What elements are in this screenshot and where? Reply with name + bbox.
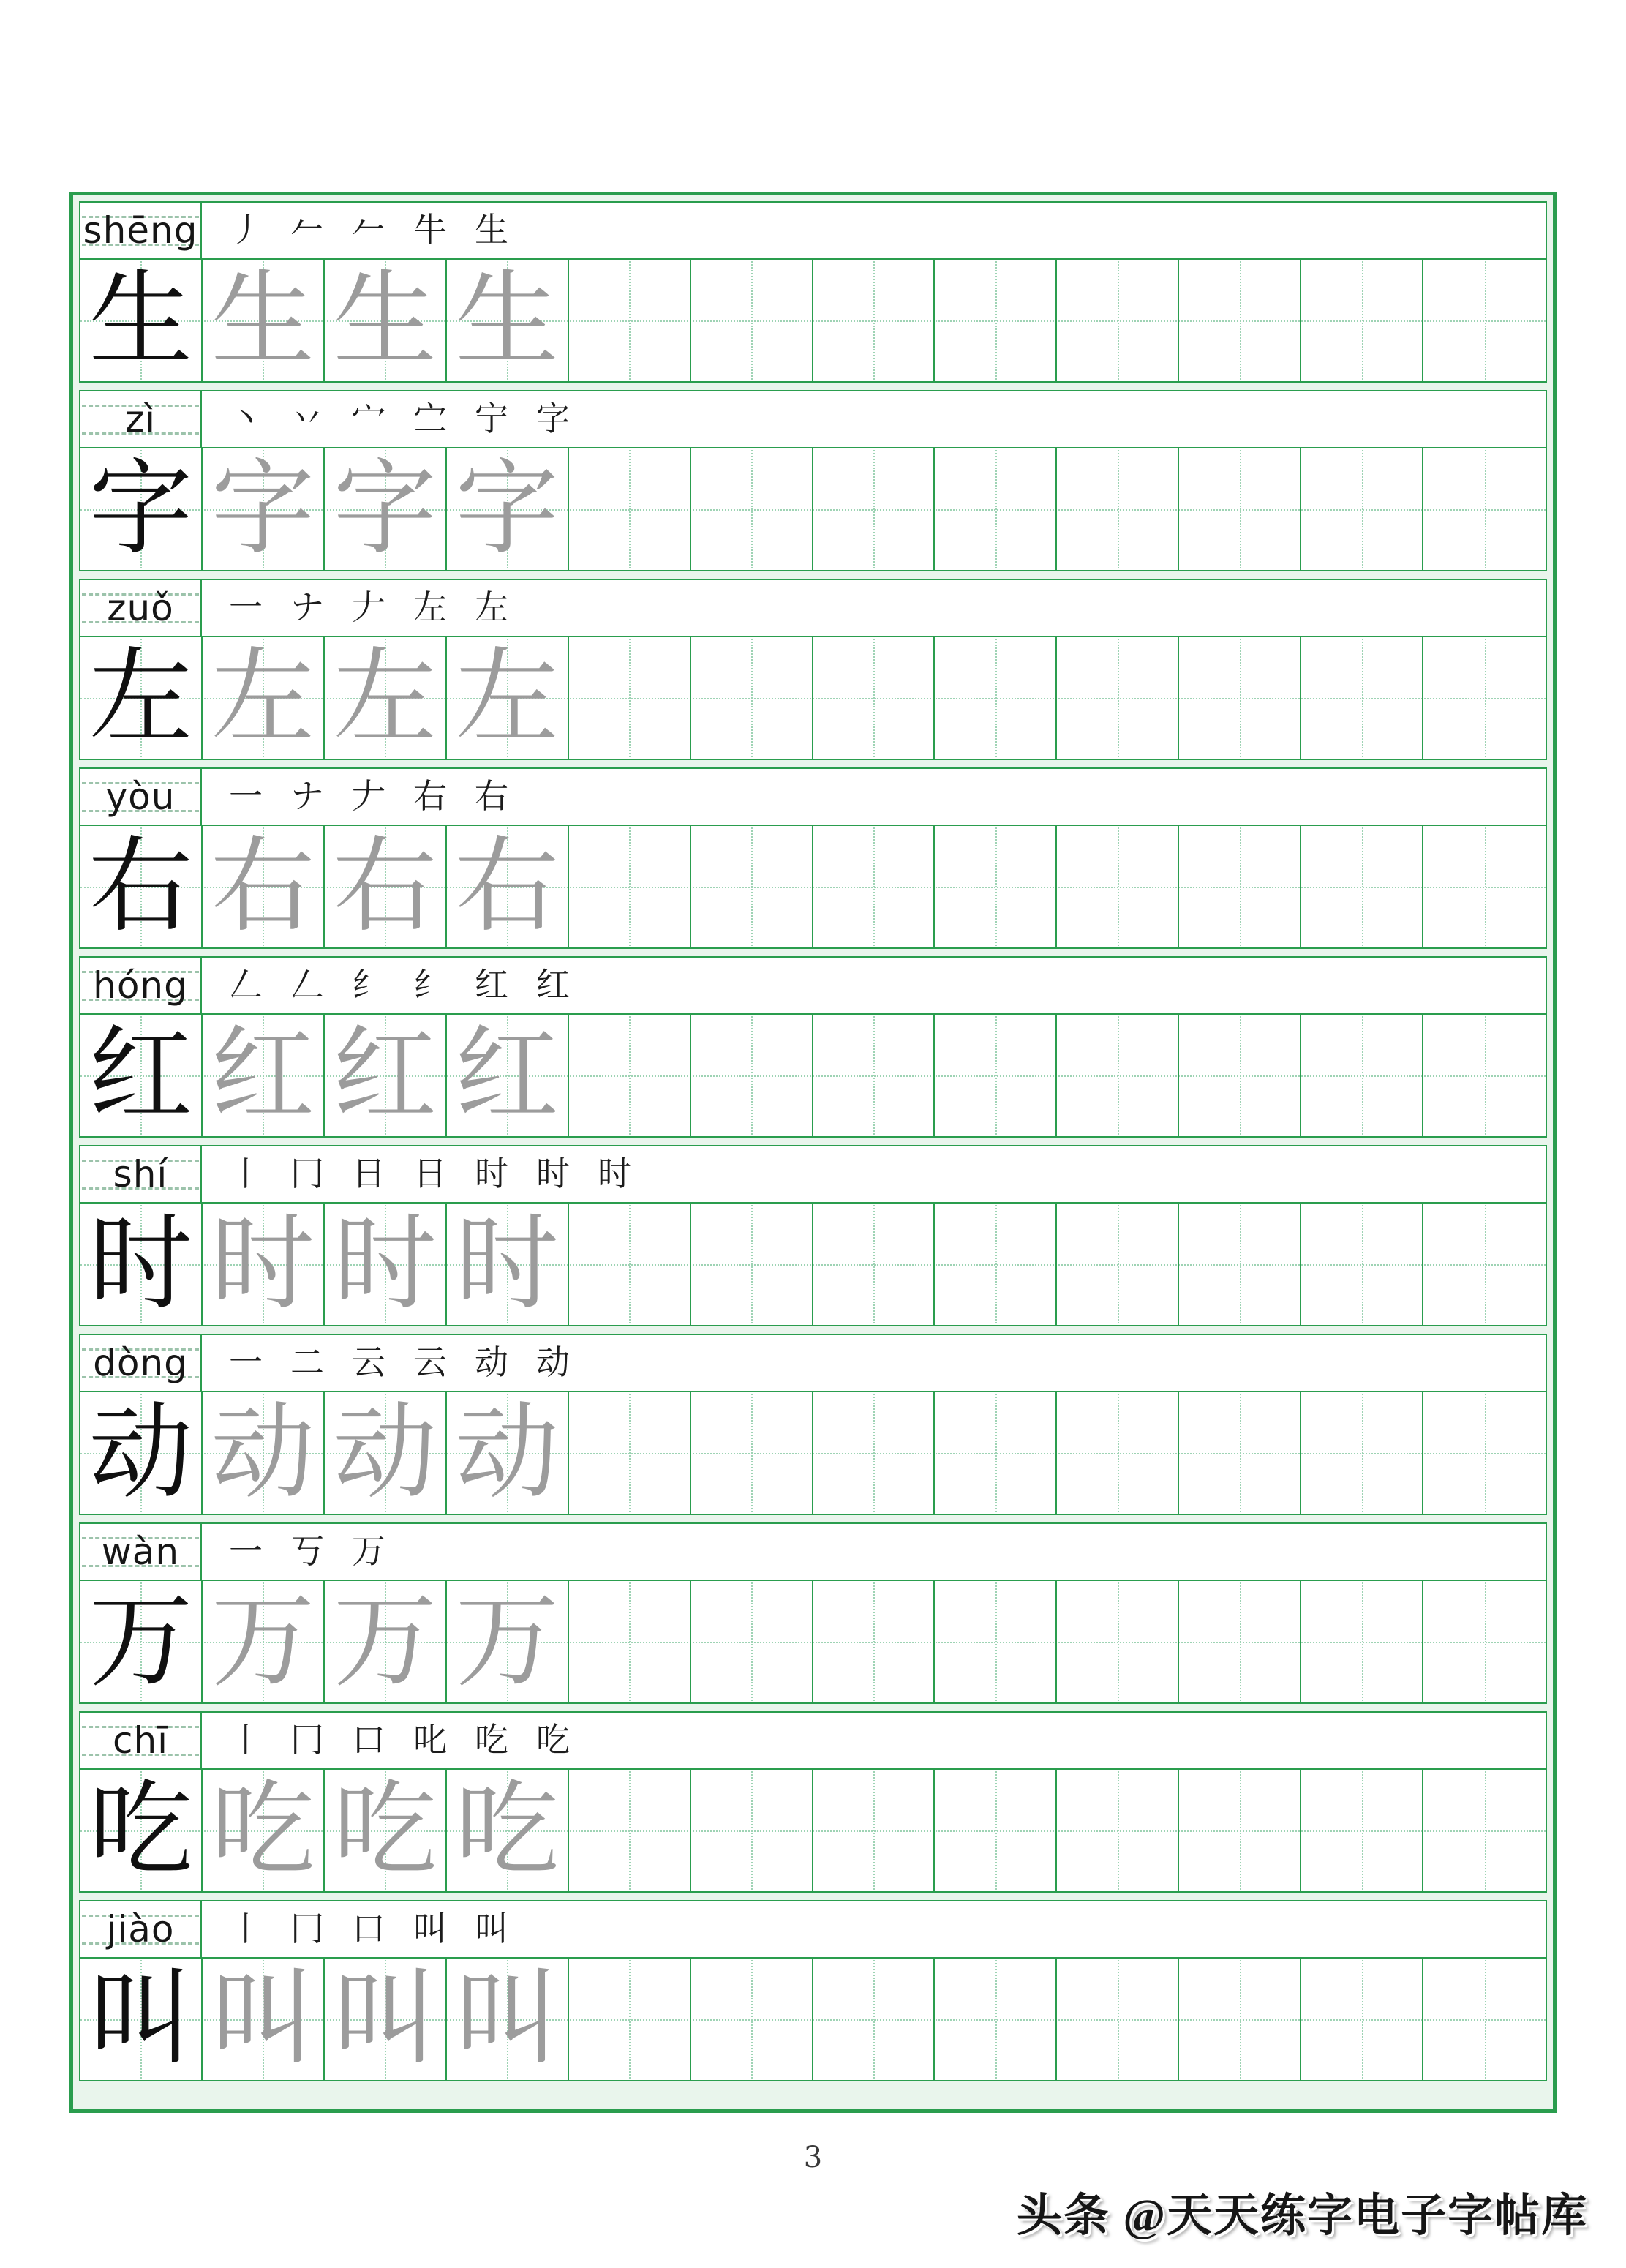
empty-practice-cell (1179, 1204, 1301, 1325)
stroke-order-step: 丂 (290, 1533, 324, 1570)
empty-practice-cell (691, 1581, 813, 1702)
empty-practice-cell (1057, 1392, 1179, 1514)
stroke-order-step: 动 (536, 1344, 570, 1381)
stroke-order-step: 一 (229, 589, 263, 626)
empty-practice-cell (1179, 448, 1301, 570)
trace-character: 字 (333, 451, 437, 567)
empty-practice-cell (569, 826, 691, 947)
trace-character: 时 (211, 1206, 315, 1322)
empty-practice-cell (569, 637, 691, 759)
empty-practice-cell (569, 260, 691, 381)
empty-practice-cell (1179, 637, 1301, 759)
character-row (79, 579, 1547, 760)
stroke-order-step: 𠂇 (352, 778, 385, 815)
stroke-order-step: 时 (536, 1155, 570, 1193)
empty-practice-cell (1423, 826, 1546, 947)
empty-practice-cell (1423, 260, 1546, 381)
trace-character: 生 (211, 263, 315, 378)
pinyin-cell (80, 1713, 202, 1768)
model-character: 右 (89, 829, 193, 945)
stroke-order-step: ナ (290, 778, 324, 815)
model-character: 动 (89, 1395, 193, 1511)
stroke-order-step: 时 (598, 1155, 631, 1193)
pinyin-cell (80, 203, 202, 258)
stroke-order-step: 𠃋 (290, 966, 324, 1004)
model-character: 红 (89, 1018, 193, 1133)
row-top-band (80, 769, 1546, 826)
empty-practice-cell (1301, 1392, 1423, 1514)
empty-practice-cell (1179, 826, 1301, 947)
model-character-cell (80, 260, 203, 381)
stroke-order-step: 口 (352, 1721, 385, 1759)
empty-practice-cell (935, 1204, 1057, 1325)
model-character: 叫 (89, 1961, 193, 2077)
row-top-band (80, 958, 1546, 1015)
empty-practice-cell (935, 260, 1057, 381)
model-character-cell (80, 1581, 203, 1702)
stroke-order-step: 宁 (475, 400, 508, 438)
pinyin-label: shí (113, 1153, 168, 1195)
pinyin-cell (80, 1524, 202, 1580)
row-top-band (80, 1524, 1546, 1581)
stroke-order-step: 吃 (475, 1721, 508, 1759)
trace-character-cell (203, 260, 325, 381)
character-row (79, 956, 1547, 1138)
trace-character-cell (325, 1581, 447, 1702)
trace-character-cell (203, 637, 325, 759)
empty-practice-cell (813, 1770, 936, 1891)
trace-character: 红 (211, 1018, 315, 1133)
trace-character: 万 (211, 1584, 315, 1700)
pinyin-label: dòng (93, 1342, 188, 1384)
trace-character: 生 (333, 263, 437, 378)
trace-character: 动 (455, 1395, 560, 1511)
model-character: 生 (89, 263, 193, 378)
character-cells-row (80, 260, 1546, 381)
stroke-order-step: 宀 (352, 400, 385, 438)
stroke-order-step: 一 (229, 1533, 263, 1570)
empty-practice-cell (813, 1015, 936, 1136)
pinyin-cell (80, 958, 202, 1013)
trace-character: 时 (455, 1206, 560, 1322)
stroke-order-step: 红 (536, 966, 570, 1004)
model-character-cell (80, 448, 203, 570)
stroke-order-step: 右 (475, 778, 508, 815)
pinyin-label: zì (124, 398, 157, 440)
trace-character-cell (447, 1581, 569, 1702)
stroke-order-step: 丶 (229, 400, 263, 438)
stroke-order-strip (202, 1335, 1546, 1391)
pinyin-label: hóng (93, 964, 188, 1007)
pinyin-label: yòu (105, 776, 176, 818)
trace-character-cell (325, 1015, 447, 1136)
model-character-cell (80, 1392, 203, 1514)
trace-character-cell (325, 826, 447, 947)
trace-character: 红 (333, 1018, 437, 1133)
trace-character-cell (203, 1959, 325, 2080)
empty-practice-cell (1301, 260, 1423, 381)
trace-character: 吃 (211, 1773, 315, 1888)
character-row (79, 1334, 1547, 1515)
trace-character: 左 (333, 640, 437, 756)
trace-character: 吃 (455, 1773, 560, 1888)
stroke-order-strip (202, 769, 1546, 825)
row-top-band (80, 1713, 1546, 1770)
empty-practice-cell (1301, 1959, 1423, 2080)
empty-practice-cell (569, 1581, 691, 1702)
trace-character-cell (203, 1392, 325, 1514)
empty-practice-cell (1423, 1959, 1546, 2080)
trace-character: 红 (455, 1018, 560, 1133)
character-row (79, 390, 1547, 571)
trace-character: 叫 (333, 1961, 437, 2077)
empty-practice-cell (569, 1015, 691, 1136)
trace-character-cell (325, 637, 447, 759)
empty-practice-cell (813, 1204, 936, 1325)
pinyin-cell (80, 391, 202, 447)
empty-practice-cell (569, 448, 691, 570)
character-row (79, 1900, 1547, 2081)
stroke-order-step: 冂 (290, 1910, 324, 1948)
stroke-order-step: 叱 (413, 1721, 447, 1759)
stroke-order-step: 𠂇 (352, 589, 385, 626)
trace-character: 右 (211, 829, 315, 945)
empty-practice-cell (691, 1015, 813, 1136)
character-cells-row (80, 1015, 1546, 1136)
empty-practice-cell (1179, 1015, 1301, 1136)
empty-practice-cell (935, 637, 1057, 759)
empty-practice-cell (813, 826, 936, 947)
trace-character-cell (447, 260, 569, 381)
empty-practice-cell (935, 1392, 1057, 1514)
pinyin-cell (80, 1146, 202, 1202)
character-cells-row (80, 1204, 1546, 1325)
pinyin-label: shēng (83, 209, 198, 252)
pinyin-cell (80, 1901, 202, 1957)
page-number: 3 (803, 2141, 823, 2174)
trace-character: 叫 (455, 1961, 560, 2077)
row-top-band (80, 391, 1546, 448)
row-top-band (80, 1335, 1546, 1392)
row-top-band (80, 1146, 1546, 1204)
empty-practice-cell (691, 1770, 813, 1891)
empty-practice-cell (813, 1959, 936, 2080)
model-character: 万 (89, 1584, 193, 1700)
stroke-order-step: ナ (290, 589, 324, 626)
stroke-order-step: 叫 (475, 1910, 508, 1948)
pinyin-cell (80, 769, 202, 825)
trace-character-cell (325, 1770, 447, 1891)
empty-practice-cell (813, 1392, 936, 1514)
empty-practice-cell (935, 826, 1057, 947)
trace-character: 右 (455, 829, 560, 945)
stroke-order-step: 一 (229, 1344, 263, 1381)
stroke-order-step: 叫 (413, 1910, 447, 1948)
stroke-order-step: 吃 (536, 1721, 570, 1759)
character-cells-row (80, 448, 1546, 570)
empty-practice-cell (691, 448, 813, 570)
empty-practice-cell (1179, 260, 1301, 381)
empty-practice-cell (1301, 1770, 1423, 1891)
trace-character-cell (203, 826, 325, 947)
empty-practice-cell (1057, 826, 1179, 947)
trace-character: 左 (455, 640, 560, 756)
empty-practice-cell (691, 1392, 813, 1514)
trace-character: 生 (455, 263, 560, 378)
character-cells-row (80, 1581, 1546, 1702)
stroke-order-step: 生 (475, 211, 508, 249)
empty-practice-cell (569, 1770, 691, 1891)
trace-character-cell (447, 1204, 569, 1325)
trace-character-cell (203, 1770, 325, 1891)
empty-practice-cell (813, 448, 936, 570)
trace-character-cell (203, 1581, 325, 1702)
model-character-cell (80, 1770, 203, 1891)
trace-character-cell (447, 1392, 569, 1514)
pinyin-label: wàn (101, 1531, 180, 1573)
trace-character: 吃 (333, 1773, 437, 1888)
empty-practice-cell (1057, 260, 1179, 381)
character-cells-row (80, 826, 1546, 947)
stroke-order-step: 动 (475, 1344, 508, 1381)
model-character: 吃 (89, 1773, 193, 1888)
trace-character-cell (447, 826, 569, 947)
trace-character-cell (325, 1204, 447, 1325)
empty-practice-cell (1057, 1959, 1179, 2080)
stroke-order-step: 左 (413, 589, 447, 626)
character-row (79, 201, 1547, 383)
empty-practice-cell (569, 1959, 691, 2080)
model-character-cell (80, 826, 203, 947)
stroke-order-step: 云 (352, 1344, 385, 1381)
stroke-order-step: 𠂉 (352, 211, 385, 249)
character-row (79, 1522, 1547, 1704)
character-row (79, 1145, 1547, 1326)
stroke-order-step: 时 (475, 1155, 508, 1193)
stroke-order-step: 左 (475, 589, 508, 626)
empty-practice-cell (1179, 1770, 1301, 1891)
empty-practice-cell (1179, 1959, 1301, 2080)
empty-practice-cell (1423, 1204, 1546, 1325)
trace-character: 字 (455, 451, 560, 567)
trace-character-cell (447, 448, 569, 570)
empty-practice-cell (691, 1204, 813, 1325)
empty-practice-cell (1423, 1581, 1546, 1702)
stroke-order-step: 字 (536, 400, 570, 438)
model-character: 时 (89, 1206, 193, 1322)
practice-grid (69, 192, 1557, 2113)
empty-practice-cell (1057, 637, 1179, 759)
stroke-order-strip (202, 391, 1546, 447)
empty-practice-cell (935, 1959, 1057, 2080)
trace-character: 万 (333, 1584, 437, 1700)
pinyin-label: zuǒ (107, 587, 174, 629)
empty-practice-cell (935, 1015, 1057, 1136)
trace-character: 叫 (211, 1961, 315, 2077)
stroke-order-step: 丨 (229, 1155, 263, 1193)
stroke-order-strip (202, 958, 1546, 1013)
trace-character: 万 (455, 1584, 560, 1700)
stroke-order-step: 纟 (413, 966, 447, 1004)
stroke-order-strip (202, 580, 1546, 636)
empty-practice-cell (935, 448, 1057, 570)
trace-character: 字 (211, 451, 315, 567)
trace-character-cell (325, 1392, 447, 1514)
model-character-cell (80, 637, 203, 759)
stroke-order-step: 冂 (290, 1721, 324, 1759)
stroke-order-strip (202, 1713, 1546, 1768)
trace-character-cell (447, 1015, 569, 1136)
empty-practice-cell (813, 637, 936, 759)
empty-practice-cell (569, 1204, 691, 1325)
empty-practice-cell (1423, 1392, 1546, 1514)
stroke-order-step: 纟 (352, 966, 385, 1004)
trace-character-cell (325, 448, 447, 570)
empty-practice-cell (1057, 1581, 1179, 1702)
empty-practice-cell (1301, 1204, 1423, 1325)
stroke-order-strip (202, 203, 1546, 258)
trace-character-cell (447, 1959, 569, 2080)
stroke-order-step: 日 (413, 1155, 447, 1193)
character-cells-row (80, 637, 1546, 759)
stroke-order-step: 红 (475, 966, 508, 1004)
stroke-order-step: 右 (413, 778, 447, 815)
character-row (79, 767, 1547, 949)
stroke-order-step: 口 (352, 1910, 385, 1948)
stroke-order-step: 云 (413, 1344, 447, 1381)
empty-practice-cell (1301, 448, 1423, 570)
stroke-order-step: 二 (290, 1344, 324, 1381)
empty-practice-cell (813, 260, 936, 381)
empty-practice-cell (1057, 1015, 1179, 1136)
empty-practice-cell (935, 1581, 1057, 1702)
stroke-order-strip (202, 1146, 1546, 1202)
empty-practice-cell (813, 1581, 936, 1702)
empty-practice-cell (1301, 1015, 1423, 1136)
stroke-order-strip (202, 1524, 1546, 1580)
stroke-order-step: 日 (352, 1155, 385, 1193)
pinyin-cell (80, 580, 202, 636)
stroke-order-step: 丷 (290, 400, 324, 438)
empty-practice-cell (691, 826, 813, 947)
empty-practice-cell (1423, 637, 1546, 759)
trace-character-cell (325, 1959, 447, 2080)
empty-practice-cell (1423, 448, 1546, 570)
stroke-order-step: 丨 (229, 1721, 263, 1759)
pinyin-cell (80, 1335, 202, 1391)
trace-character: 时 (333, 1206, 437, 1322)
model-character-cell (80, 1204, 203, 1325)
pinyin-label: jiào (106, 1908, 175, 1950)
stroke-order-step: 丿 (229, 211, 263, 249)
empty-practice-cell (691, 260, 813, 381)
empty-practice-cell (691, 637, 813, 759)
row-top-band (80, 580, 1546, 637)
trace-character-cell (325, 260, 447, 381)
empty-practice-cell (1179, 1392, 1301, 1514)
trace-character: 动 (333, 1395, 437, 1511)
pinyin-label: chī (112, 1719, 169, 1762)
empty-practice-cell (1423, 1770, 1546, 1891)
empty-practice-cell (1179, 1581, 1301, 1702)
trace-character: 动 (211, 1395, 315, 1511)
row-top-band (80, 1901, 1546, 1959)
empty-practice-cell (1301, 1581, 1423, 1702)
empty-practice-cell (1301, 637, 1423, 759)
empty-practice-cell (1423, 1015, 1546, 1136)
character-cells-row (80, 1770, 1546, 1891)
character-cells-row (80, 1392, 1546, 1514)
model-character-cell (80, 1015, 203, 1136)
stroke-order-step: 万 (352, 1533, 385, 1570)
model-character: 左 (89, 640, 193, 756)
stroke-order-step: 𠃋 (229, 966, 263, 1004)
trace-character: 右 (333, 829, 437, 945)
stroke-order-step: 丨 (229, 1910, 263, 1948)
stroke-order-step: 牛 (413, 211, 447, 249)
model-character: 字 (89, 451, 193, 567)
character-row (79, 1711, 1547, 1893)
empty-practice-cell (1057, 1770, 1179, 1891)
stroke-order-strip (202, 1901, 1546, 1957)
row-top-band (80, 203, 1546, 260)
trace-character-cell (447, 637, 569, 759)
trace-character-cell (203, 1204, 325, 1325)
empty-practice-cell (1057, 1204, 1179, 1325)
empty-practice-cell (569, 1392, 691, 1514)
trace-character-cell (203, 448, 325, 570)
trace-character-cell (203, 1015, 325, 1136)
empty-practice-cell (1057, 448, 1179, 570)
model-character-cell (80, 1959, 203, 2080)
empty-practice-cell (691, 1959, 813, 2080)
character-cells-row (80, 1959, 1546, 2080)
stroke-order-step: 一 (229, 778, 263, 815)
trace-character: 左 (211, 640, 315, 756)
watermark-text: 头条 @天天练字电子字帖库 (1016, 2191, 1588, 2241)
empty-practice-cell (1301, 826, 1423, 947)
stroke-order-step: 𠂉 (290, 211, 324, 249)
stroke-order-step: 㝉 (413, 400, 447, 438)
empty-practice-cell (935, 1770, 1057, 1891)
trace-character-cell (447, 1770, 569, 1891)
stroke-order-step: 冂 (290, 1155, 324, 1193)
